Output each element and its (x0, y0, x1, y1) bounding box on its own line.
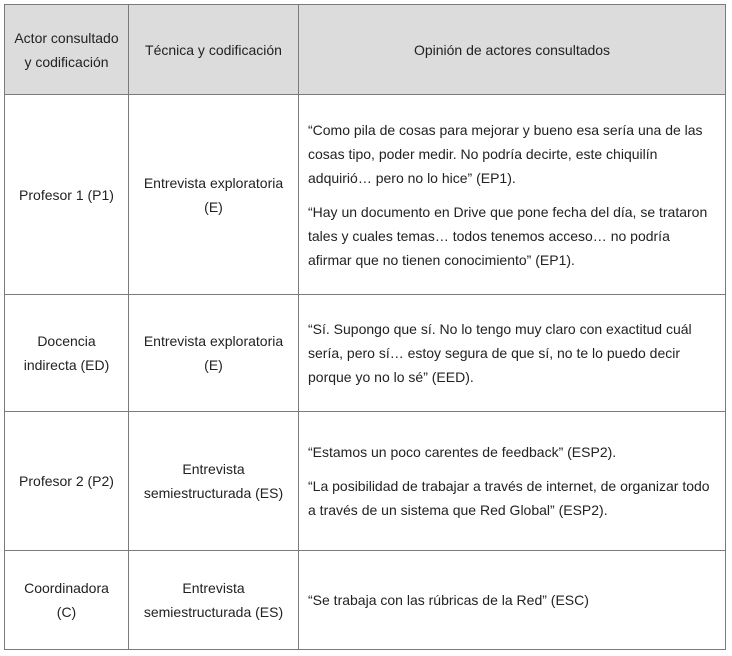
quote-text: “Como pila de cosas para mejorar y bueno esa sería una de las cosas tipo, poder medir. No podría decirte, este chiquilín adquirió… pero no lo hice” (EP1). (308, 121, 703, 186)
cell-actor: Profesor 1 (P1) (5, 95, 129, 295)
cell-tecnica: Entrevista semiestructurada (ES) (129, 551, 299, 650)
header-opinion-label: Opinión de actores consultados (413, 41, 611, 58)
quote-text: “Sí. Supongo que sí. No lo tengo muy claro con exactitud cuál sería, pero sí… estoy segura de que sí, no te lo puedo decir porque yo no lo sé” (EED). (308, 321, 692, 385)
header-actor (5, 5, 129, 95)
header-tecnica (129, 5, 299, 95)
table-container (4, 4, 725, 650)
cell-actor: Coordinadora (C) (5, 551, 129, 650)
cell-tecnica: Entrevista exploratoria (E) (129, 295, 299, 412)
cell-actor: Docencia indirecta (ED) (5, 295, 129, 412)
cell-opinion (299, 412, 726, 551)
quote-text: “Hay un documento en Drive que pone fecha del día, se trataron tales y cuales temas… todos tenemos acceso… no podría afirmar que no tienen conocimiento” (EP1). (308, 203, 708, 268)
quote-text: “Estamos un poco carentes de feedback” (ESP2). (308, 444, 617, 460)
cell-tecnica: Entrevista exploratoria (E) (129, 95, 299, 295)
table-row (5, 412, 726, 551)
header-tecnica-label: Técnica y codificación (145, 41, 282, 58)
table-row (5, 295, 726, 412)
cell-actor: Profesor 2 (P2) (5, 412, 129, 551)
header-opinion (299, 5, 726, 95)
header-actor-label: Actor consultado y codificación (14, 29, 119, 70)
table-row (5, 551, 726, 650)
cell-opinion (299, 551, 726, 650)
quote-text: “Se trabaja con las rúbricas de la Red” (ESC) (308, 592, 589, 608)
table-row (5, 95, 726, 295)
cell-opinion (299, 95, 726, 295)
table-header-row (5, 5, 726, 95)
cell-opinion (299, 295, 726, 412)
quote-text: “La posibilidad de trabajar a través de internet, de organizar todo a través de un sistema que Red Global” (ESP2). (308, 478, 710, 518)
opinion-table (4, 4, 726, 650)
cell-tecnica: Entrevista semiestructurada (ES) (129, 412, 299, 551)
